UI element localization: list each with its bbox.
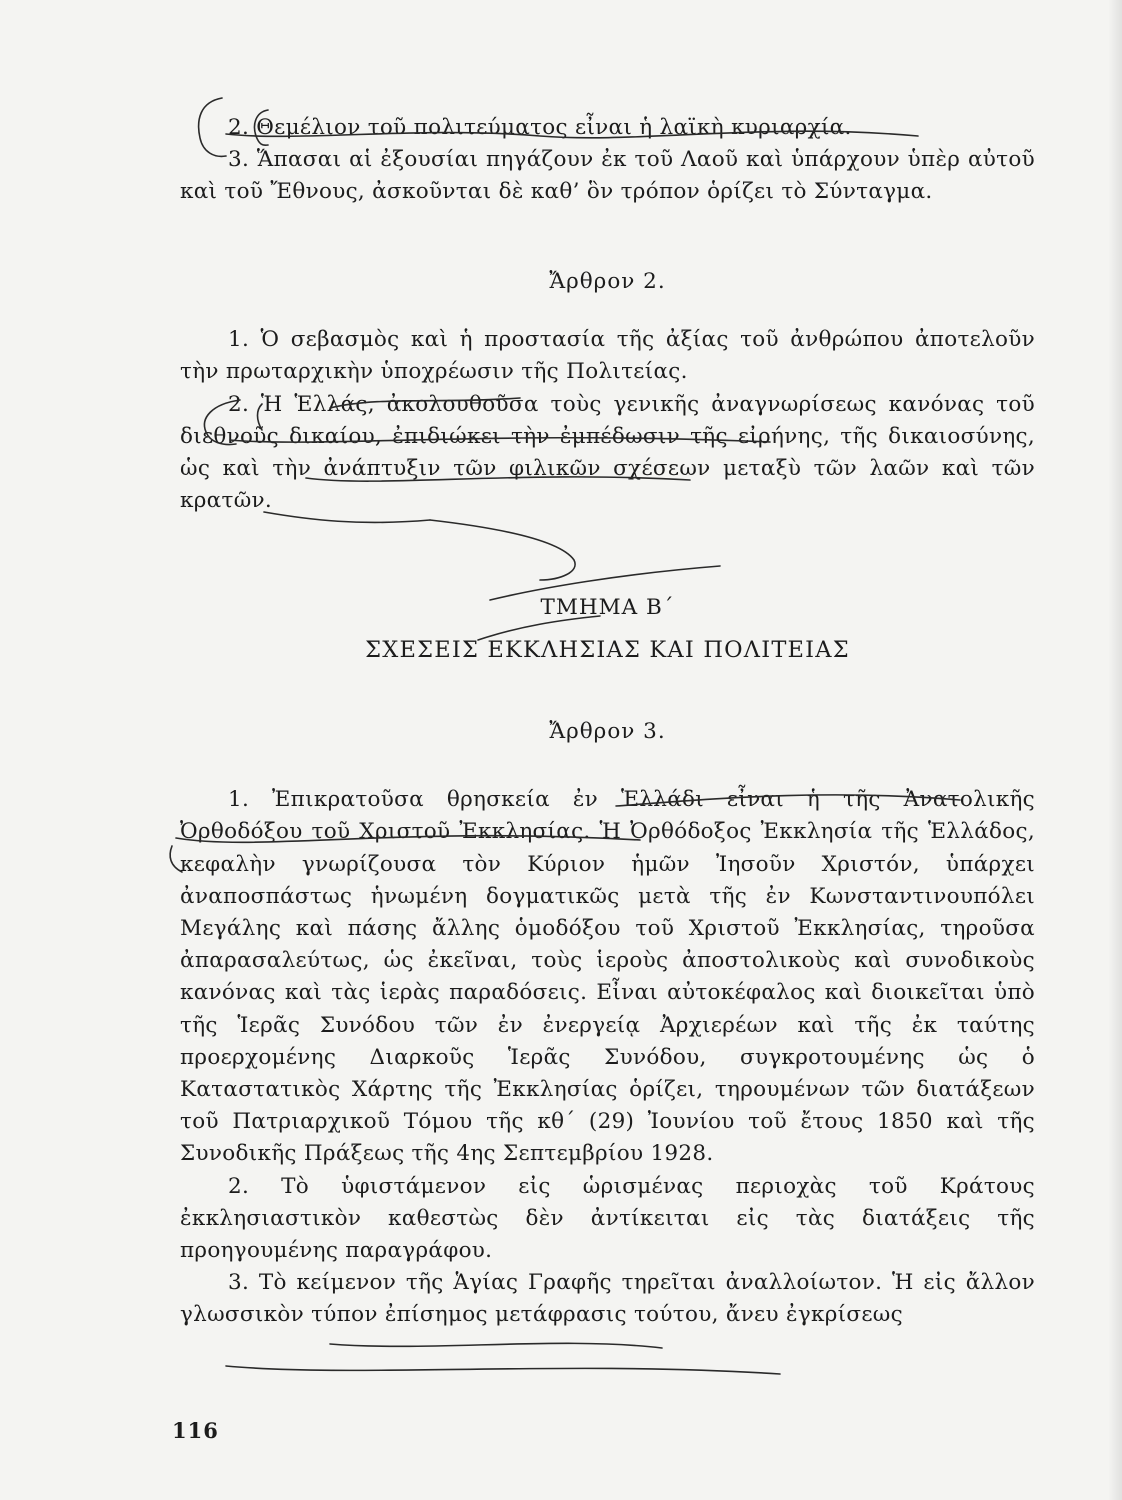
article-heading: Ἄρθρον 2. [549, 269, 666, 294]
pen-underline [330, 1343, 662, 1348]
page-number: 116 [172, 1418, 219, 1443]
section-title: ΣΧΕΣΕΙΣ ΕΚΚΛΗΣΙΑΣ ΚΑΙ ΠΟΛΙΤΕΙΑΣ [365, 637, 850, 664]
paragraph: 2. Ἡ Ἑλλάς, ἀκολουθοῦσα τοὺς γενικῆς ἀναγνωρίσεως κανόνας τοῦ διεθνοῦς δικαίου, ἐπιδιώκει τὴν ἐμπέδωσιν τῆς εἰρήνης, τῆς δικαιοσύνης, ὡς καὶ τὴν ἀνάπτυξιν τῶν φιλικῶν σχέσεων μεταξὺ τῶν λαῶν καὶ τῶν κρατῶν. [180, 391, 1035, 514]
article-2 [180, 266, 1035, 517]
section-heading [180, 592, 1035, 666]
paragraph: 2. Τὸ ὑφιστάμενον εἰς ὡρισμένας περιοχὰς τοῦ Κράτους ἐκκλησιαστικὸν καθεστὼς δὲν ἀντίκειται εἰς τὰς διατάξεις τῆς προηγουμένης παραγράφου. [180, 1173, 1035, 1264]
section-label: ΤΜΗΜΑ Β΄ [540, 595, 675, 620]
pen-underline [226, 1366, 780, 1374]
paragraph: 1. Ὁ σεβασμὸς καὶ ἡ προστασία τῆς ἀξίας τοῦ ἀνθρώπου ἀποτελοῦν τὴν πρωταρχικὴν ὑποχρέωσιν τῆς Πολιτείας. [180, 327, 1035, 385]
paragraph: 3. Ἅπασαι αἱ ἐξουσίαι πηγάζουν ἐκ τοῦ Λαοῦ καὶ ὑπάρχουν ὑπὲρ αὐτοῦ καὶ τοῦ Ἔθνους, ἀσκοῦνται δὲ καθ’ ὃν τρόπον ὁρίζει τὸ Σύνταγμα. [180, 147, 1035, 205]
article-heading: Ἄρθρον 3. [549, 719, 666, 744]
article-3 [180, 716, 1035, 1332]
paragraph: 2. Θεμέλιον τοῦ πολιτεύματος εἶναι ἡ λαϊκὴ κυριαρχία. [228, 115, 852, 140]
opening-paragraphs [180, 112, 1035, 209]
pen-swoop [430, 520, 575, 580]
paragraph: 1. Ἐπικρατοῦσα θρησκεία ἐν Ἑλλάδι εἶναι ἡ τῆς Ἀνατολικῆς Ὀρθοδόξου τοῦ Χριστοῦ Ἐκκλησίας. Ἡ Ὀρθόδοξος Ἐκκλησία τῆς Ἑλλάδος, κεφαλὴν γνωρίζουσα τὸν Κύριον ἡμῶν Ἰησοῦν Χριστόν, ὑπάρχει ἀναποσπάστως ἡνωμένη δογματικῶς μετὰ τῆς ἐν Κωνσταντινουπόλει Μεγάλης καὶ πάσης ἄλλης ὁμοδόξου τοῦ Χριστοῦ Ἐκκλησίας, τηροῦσα ἀπαρασαλεύτως, ὡς ἐκεῖναι, τοὺς ἱεροὺς ἀποστολικοὺς καὶ συνοδικοὺς κανόνας καὶ τὰς ἱερὰς παραδόσεις. Εἶναι αὐτοκέφαλος καὶ διοικεῖται ὑπὸ τῆς Ἱερᾶς Συνόδου τῶν ἐν ἐνεργείᾳ Ἀρχιερέων καὶ τῆς ἐκ ταύτης προερχομένης Διαρκοῦς Ἱερᾶς Συνόδου, συγκροτουμένης ὡς ὁ Καταστατικὸς Χάρτης τῆς Ἐκκλησίας ὁρίζει, τηρουμένων τῶν διατάξεων τοῦ Πατριαρχικοῦ Τόμου τῆς κθ΄ (29) Ἰουνίου τοῦ ἔτους 1850 καὶ τῆς Συνοδικῆς Πράξεως τῆς 4ης Σεπτεμβρίου 1928. [180, 787, 1035, 1167]
page-edge [1108, 0, 1122, 1500]
paragraph: 3. Τὸ κείμενον τῆς Ἁγίας Γραφῆς τηρεῖται ἀναλλοίωτον. Ἡ εἰς ἄλλον γλωσσικὸν τύπον ἐπίσημος μετάφρασις τούτου, ἄνευ ἐγκρίσεως [180, 1270, 1035, 1328]
